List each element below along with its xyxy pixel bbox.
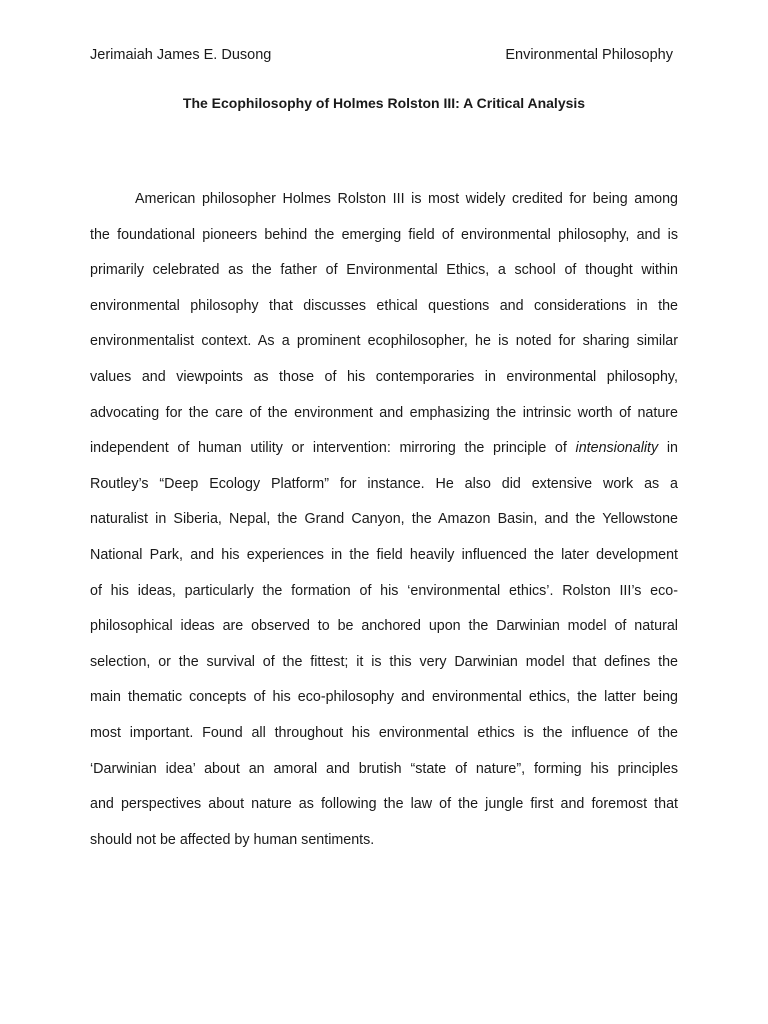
- paragraph-line: selection, or the survival of the fittest; it is this very Darwinian model that defines the: [90, 653, 678, 670]
- header-author: Jerimaiah James E. Dusong: [90, 47, 272, 63]
- line-text-before: independent of human utility or intervention: mirroring the principle of: [90, 440, 567, 457]
- paragraph-line: should not be affected by human sentiments.: [90, 831, 375, 848]
- line-text-after: in: [666, 440, 678, 457]
- paragraph-line: National Park, and his experiences in the field heavily influenced the later development: [90, 546, 678, 563]
- paragraph-line: Routley’s “Deep Ecology Platform” for instance. He also did extensive work as a: [90, 475, 678, 492]
- body-paragraph: [90, 188, 678, 864]
- emphasized-term: intensionality: [575, 440, 659, 457]
- paragraph-line: American philosopher Holmes Rolston III is most widely credited for being among: [135, 191, 678, 207]
- paragraph-line: main thematic concepts of his eco-philosophy and environmental ethics, the latter being: [90, 689, 678, 706]
- paragraph-line: ‘Darwinian idea’ about an amoral and brutish “state of nature”, forming his principles: [90, 760, 678, 777]
- paragraph-line: environmental philosophy that discusses ethical questions and considerations in the: [90, 297, 678, 314]
- paragraph-line: most important. Found all throughout his environmental ethics is the influence of the: [90, 724, 678, 741]
- paragraph-line: naturalist in Siberia, Nepal, the Grand Canyon, the Amazon Basin, and the Yellowstone: [90, 511, 678, 528]
- paragraph-line-with-emphasis: [90, 437, 678, 473]
- document-title: The Ecophilosophy of Holmes Rolston III: A Critical Analysis: [182, 95, 586, 111]
- paragraph-line: environmentalist context. As a prominent ecophilosopher, he is noted for sharing similar: [90, 333, 678, 350]
- paragraph-line: the foundational pioneers behind the emerging field of environmental philosophy, and is: [90, 226, 678, 243]
- header-course: Environmental Philosophy: [505, 47, 673, 63]
- paragraph-line: of his ideas, particularly the formation of his ‘environmental ethics’. Rolston III’s eco-: [90, 582, 678, 599]
- paragraph-line: primarily celebrated as the father of Environmental Ethics, a school of thought within: [90, 262, 678, 279]
- paragraph-line: values and viewpoints as those of his contemporaries in environmental philosophy,: [90, 368, 678, 385]
- paragraph-line: philosophical ideas are observed to be anchored upon the Darwinian model of natural: [90, 618, 678, 635]
- paragraph-line: advocating for the care of the environment and emphasizing the intrinsic worth of nature: [90, 404, 678, 421]
- paragraph-line: and perspectives about nature as following the law of the jungle first and foremost that: [90, 796, 678, 813]
